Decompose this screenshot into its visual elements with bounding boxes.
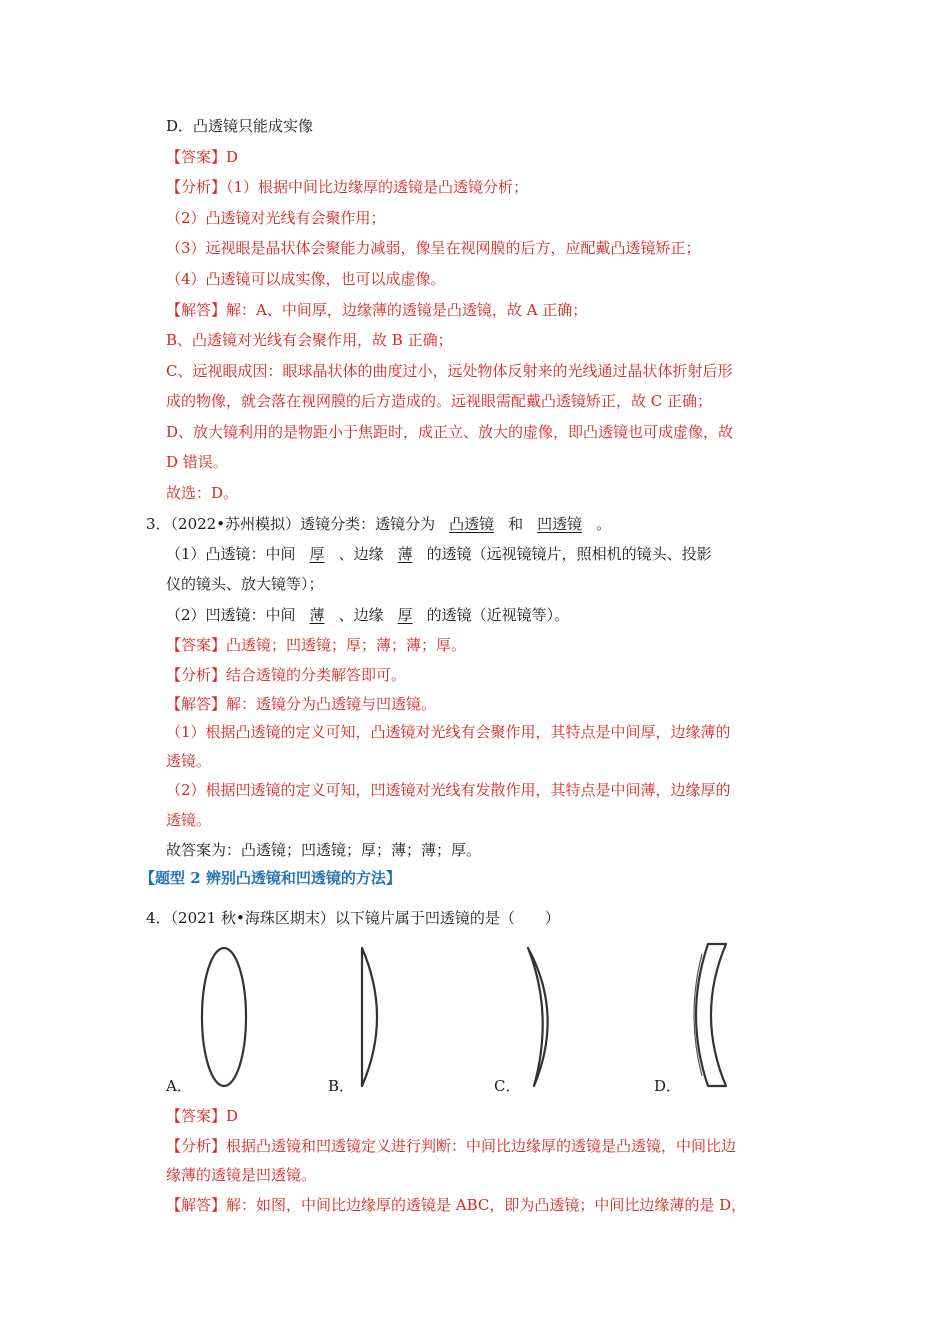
option-label-a: A． (166, 1077, 192, 1095)
answer: 【答案】凸透镜；凹透镜；厚；薄；薄；厚。 (166, 636, 467, 654)
question-number: 4． (146, 909, 171, 927)
solution-line: （1）根据凸透镜的定义可知，凸透镜对光线有会聚作用，其特点是中间厚，边缘薄的 (166, 723, 731, 741)
analysis-line: （2）凸透镜对光线有会聚作用； (166, 209, 386, 227)
solution-line: D、放大镜利用的是物距小于焦距时，成正立、放大的虚像，即凸透镜也可成虚像，故 (166, 423, 734, 441)
solution-line: 成的物像，就会落在视网膜的后方造成的。远视眼需配戴凸透镜矫正，故 C 正确； (166, 392, 713, 410)
option-label-c: C． (494, 1077, 521, 1095)
answer: 【答案】D (166, 148, 239, 166)
analysis-line: 缘薄的透镜是凹透镜。 (166, 1166, 317, 1184)
question-3-part-2: （2）凹透镜：中间 薄 、边缘 厚 的透镜（近视镜等）。 (166, 606, 570, 624)
solution-line: 故选：D。 (166, 484, 239, 502)
question-3-part-1: （1）凸透镜：中间 厚 、边缘 薄 的透镜（远视镜镜片，照相机的镜头、投影 (166, 545, 712, 563)
solution-line: C、远视眼成因：眼球晶状体的曲度过小，远处物体反射来的光线通过晶状体折射后形 (166, 362, 733, 380)
solution-line: 【解答】解：透镜分为凸透镜与凹透镜。 (166, 695, 437, 713)
final-answer: 故答案为：凸透镜；凹透镜；厚；薄；薄；厚。 (166, 841, 482, 859)
question-number: 3． (146, 515, 171, 533)
fill-blank: 薄 (397, 545, 413, 563)
solution-line: 透镜。 (166, 752, 212, 770)
option-label-d: D． (654, 1077, 682, 1095)
question-3-part-1-cont: 仪的镜头、放大镜等）； (166, 575, 324, 593)
lens-b-plano-convex-icon (352, 944, 388, 1090)
fill-blank: 薄 (309, 606, 325, 624)
analysis-line: 【分析】（1）根据中间比边缘厚的透镜是凸透镜分析； (166, 178, 529, 196)
solution-line: D 错误。 (166, 453, 228, 471)
solution-line: B、凸透镜对光线有会聚作用，故 B 正确； (166, 331, 453, 349)
option-label-b: B． (328, 1077, 355, 1095)
lens-a-biconvex-icon (196, 944, 252, 1090)
analysis-line: 【分析】根据凸透镜和凹透镜定义进行判断：中间比边缘厚的透镜是凸透镜，中间比边 (166, 1137, 737, 1155)
solution-line: 透镜。 (166, 811, 212, 829)
fill-blank: 厚 (397, 606, 413, 624)
analysis-line: （3）远视眼是晶状体会聚能力减弱，像呈在视网膜的后方，应配戴凸透镜矫正； (166, 239, 701, 257)
question-4-stem: 4．（2021 秋•海珠区期末）以下镜片属于凹透镜的是（ ） (146, 909, 560, 927)
analysis-line: （4）凸透镜可以成实像，也可以成虚像。 (166, 270, 446, 288)
lens-d-concave-icon (682, 940, 732, 1090)
solution-line: 【解答】解：A、中间厚，边缘薄的透镜是凸透镜，故 A 正确； (166, 301, 588, 319)
lens-c-meniscus-icon (520, 944, 568, 1090)
analysis-line: 【分析】结合透镜的分类解答即可。 (166, 666, 407, 684)
fill-blank: 厚 (309, 545, 325, 563)
answer: 【答案】D (166, 1107, 239, 1125)
solution-line: 【解答】解：如图，中间比边缘厚的透镜是 ABC，即为凸透镜；中间比边缘薄的是 D， (166, 1196, 747, 1214)
section-title: 【题型 2 辨别凸透镜和凹透镜的方法】 (140, 869, 401, 887)
option-d: D．凸透镜只能成实像 (166, 117, 314, 135)
solution-line: （2）根据凹透镜的定义可知，凹透镜对光线有发散作用，其特点是中间薄，边缘厚的 (166, 781, 731, 799)
fill-blank: 凹透镜 (537, 515, 583, 533)
question-3-stem: 3．（2022•苏州模拟）透镜分类：透镜分为 凸透镜 和 凹透镜 。 (146, 515, 612, 533)
fill-blank: 凸透镜 (449, 515, 495, 533)
